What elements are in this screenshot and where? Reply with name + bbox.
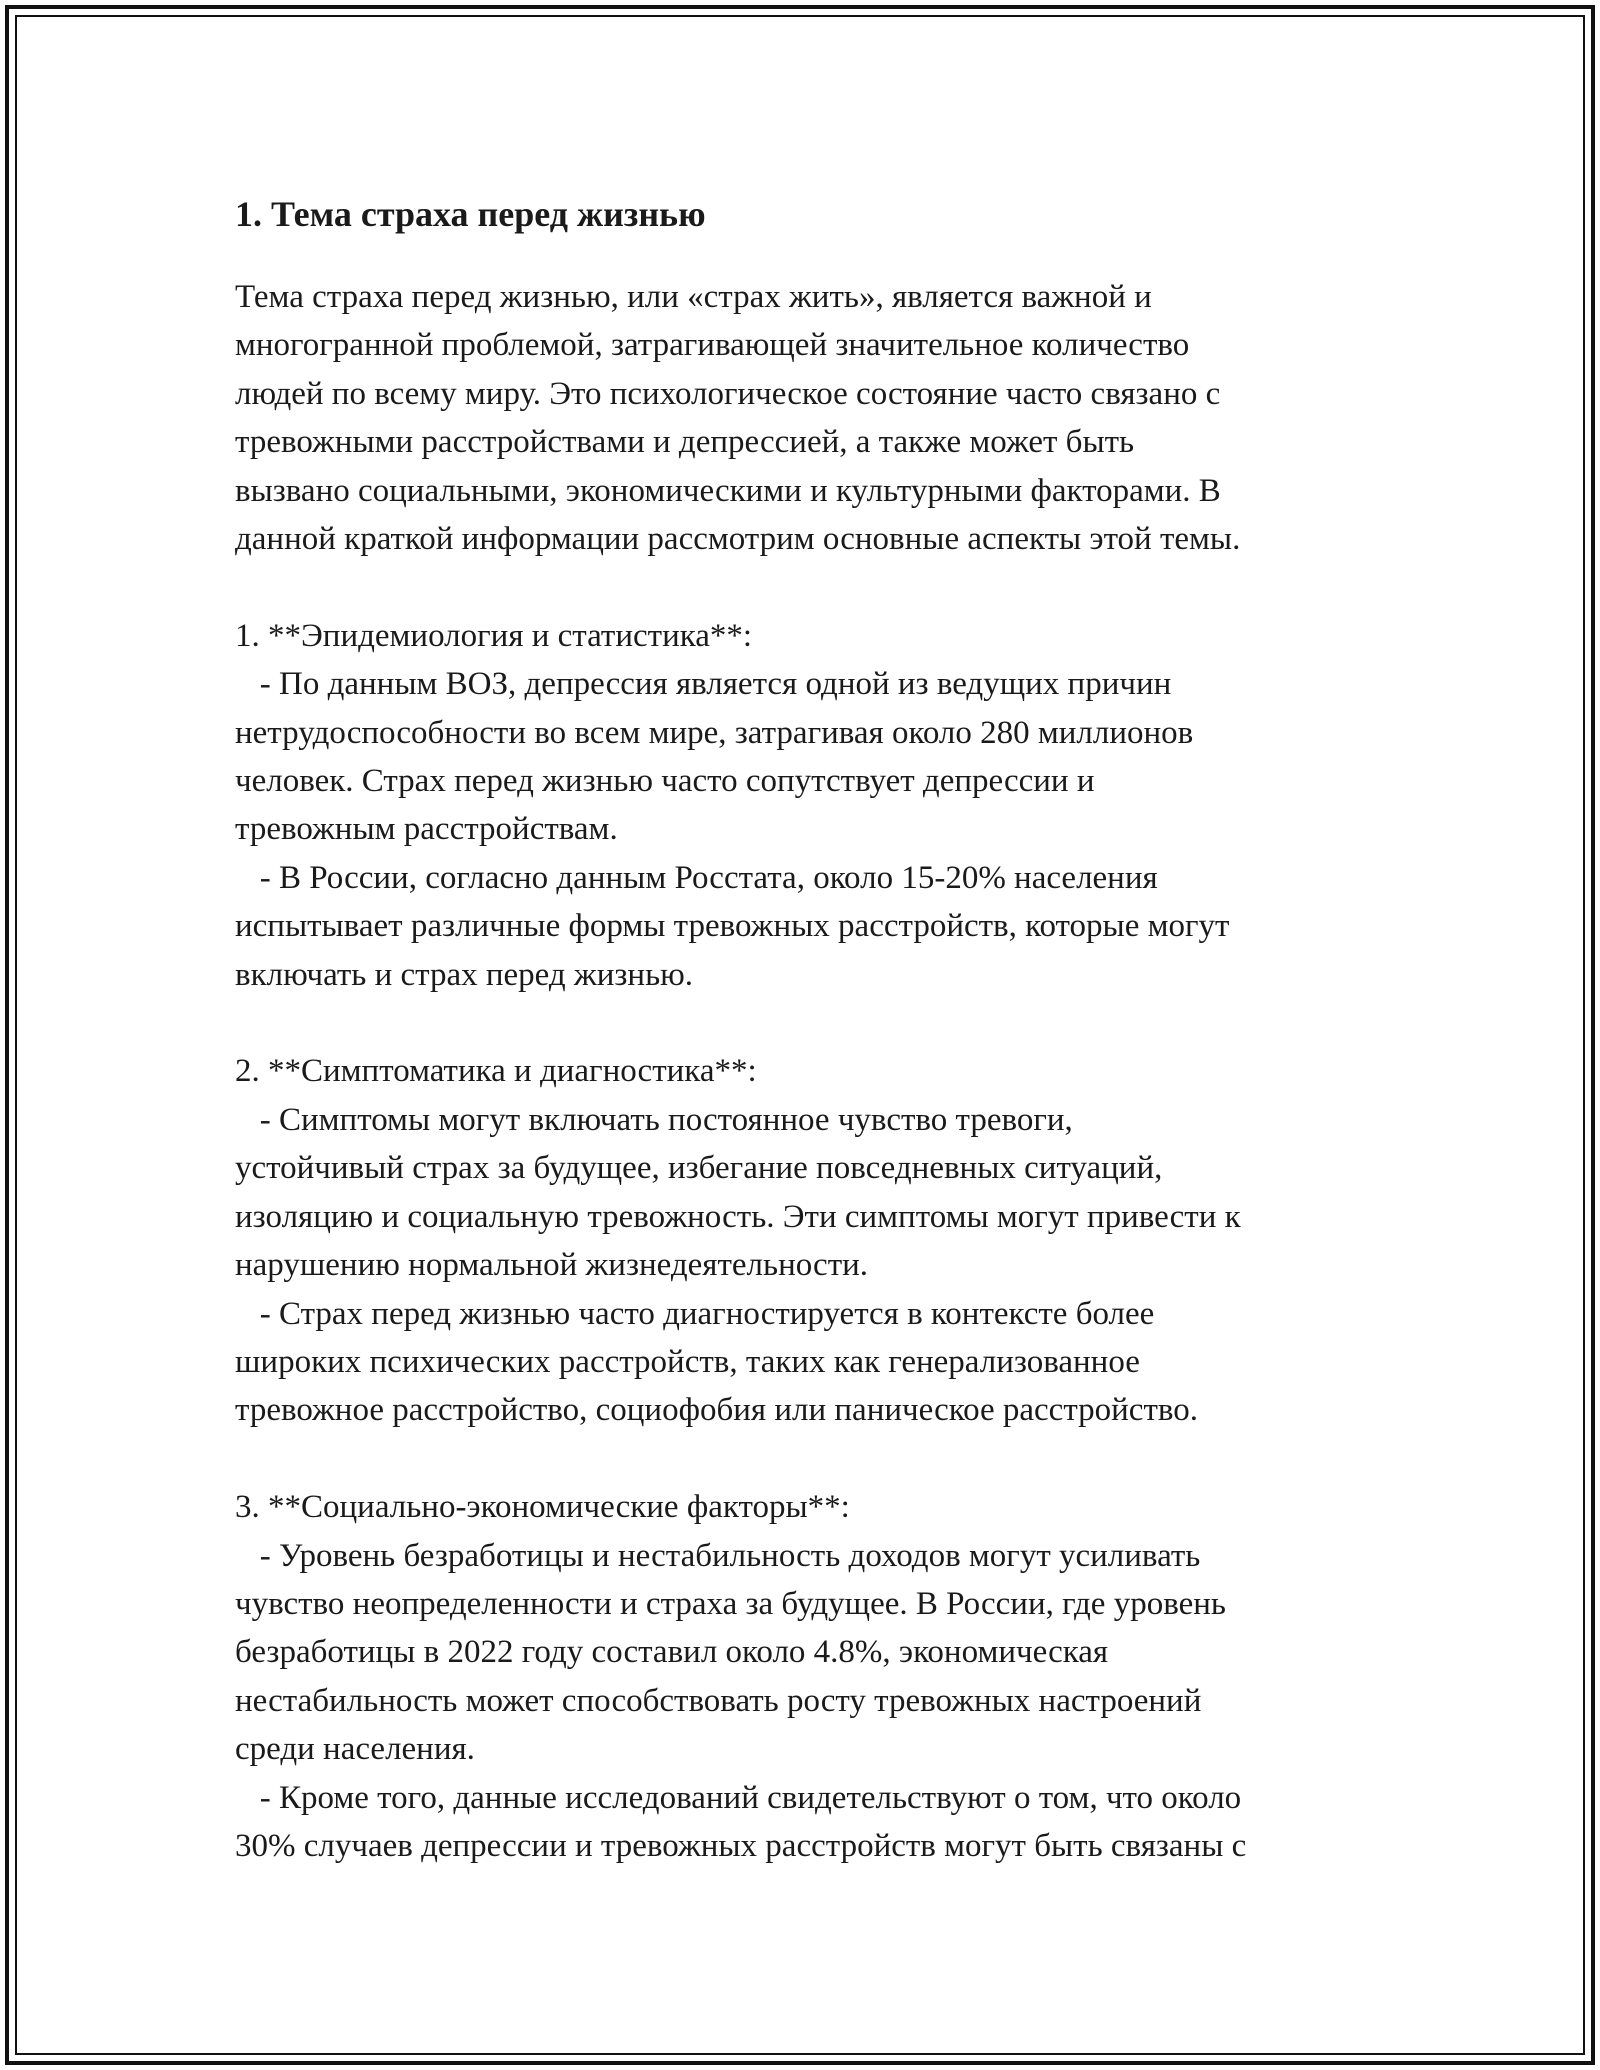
section-epidemiology <box>235 612 1385 999</box>
document-body <box>235 188 1385 1870</box>
section-title: 1. **Эпидемиология и статистика**: <box>235 617 753 654</box>
paragraph-gap <box>235 1435 1385 1483</box>
section-symptoms <box>235 1047 1385 1434</box>
section-item: - Страх перед жизнью часто диагностируется в контексте более широких психических расстройств, таких как генерализованное тревожное расстройство, социофобия или паническое расстройство. <box>235 1295 1198 1429</box>
section-item: - Уровень безработицы и нестабильность доходов могут усиливать чувство неопределенности и страха за будущее. В России, где уровень безработицы в 2022 году составил около 4.8%, экономическая нестабильность может способствовать росту тревожных настроений среди населения. <box>235 1537 1226 1768</box>
section-title: 2. **Симптоматика и диагностика**: <box>235 1053 757 1090</box>
document-heading: 1. Тема страха перед жизнью <box>235 194 706 234</box>
section-item: - Симптомы могут включать постоянное чувство тревоги, устойчивый страх за будущее, избегание повседневных ситуаций, изоляцию и социальную тревожность. Эти симптомы могут привести к нарушению нормальной жизнедеятельности. <box>235 1101 1241 1284</box>
section-item: - Кроме того, данные исследований свидетельствуют о том, что около 30% случаев депрессии и тревожных расстройств могут быть связаны с <box>235 1779 1247 1864</box>
intro-paragraph: Тема страха перед жизнью, или «страх жить», является важной и многогранной проблемой, затрагивающей значительное количество людей по всему миру. Это психологическое состояние часто связано с тревожными расстройствами и депрессией, а также может быть вызвано социальными, экономическими и культурными факторами. В данной краткой информации рассмотрим основные аспекты этой темы. <box>235 279 1241 558</box>
section-item: - По данным ВОЗ, депрессия является одной из ведущих причин нетрудоспособности во всем мире, затрагивая около 280 миллионов человек. Страх перед жизнью часто сопутствует депрессии и тревожным расстройствам. <box>235 666 1194 848</box>
paragraph-gap <box>235 563 1385 611</box>
section-socioeconomic <box>235 1483 1385 1870</box>
paragraph-gap <box>235 999 1385 1047</box>
section-title: 3. **Социально-экономические факторы**: <box>235 1489 850 1526</box>
section-item: - В России, согласно данным Росстата, около 15-20% населения испытывает различные формы тревожных расстройств, которые могут включать и страх перед жизнью. <box>235 859 1230 993</box>
